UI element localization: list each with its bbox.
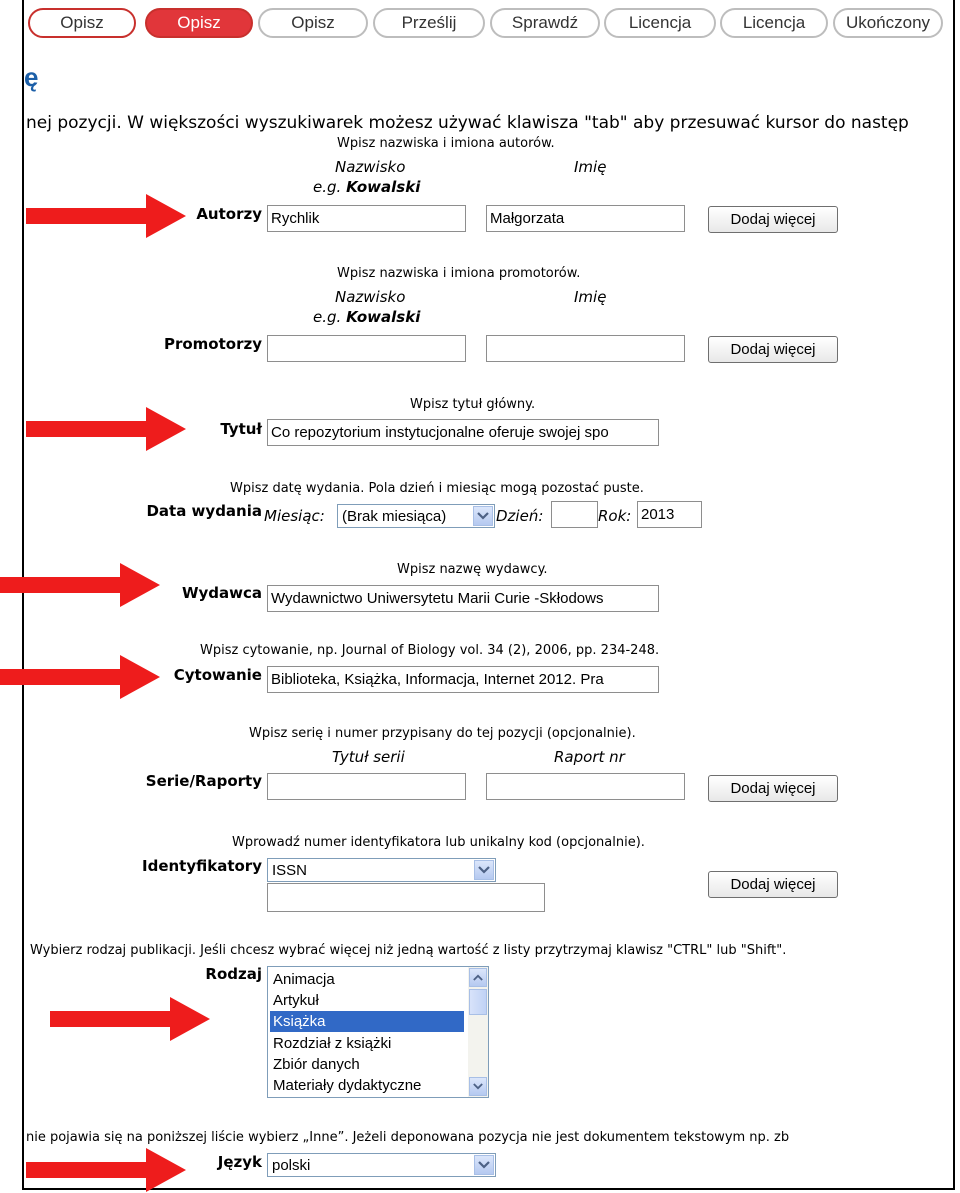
authors-name-label: Imię bbox=[574, 158, 607, 176]
authors-surname-input[interactable]: Rychlik bbox=[267, 205, 466, 232]
tab-label: Licencja bbox=[742, 13, 806, 32]
tab-label: Sprawdź bbox=[511, 13, 579, 32]
tab-complete[interactable] bbox=[833, 8, 943, 38]
promoters-example-name: Kowalski bbox=[346, 308, 421, 326]
promoters-instruction: Wpisz nazwiska i imiona promotorów. bbox=[337, 266, 581, 281]
scroll-thumb[interactable] bbox=[469, 989, 487, 1015]
authors-example-name: Kowalski bbox=[346, 178, 421, 196]
promoters-example-prefix: e.g. bbox=[313, 308, 342, 326]
type-label: Rodzaj bbox=[205, 965, 262, 983]
type-instruction: Wybierz rodzaj publikacji. Jeśli chcesz wybrać więcej niż jedną wartość z listy przytrzymaj klawisz "CTRL" lub "Shift". bbox=[30, 943, 787, 958]
tab-label: Opisz bbox=[177, 13, 221, 32]
arrow-right-icon bbox=[26, 1148, 186, 1192]
authors-label: Autorzy bbox=[196, 205, 262, 223]
tab-label: Licencja bbox=[628, 13, 692, 32]
report-number-input[interactable] bbox=[486, 773, 685, 800]
chevron-down-icon[interactable] bbox=[474, 860, 494, 880]
tab-describe-3[interactable] bbox=[258, 8, 368, 38]
tab-verify[interactable] bbox=[490, 8, 600, 38]
identifier-type-value: ISSN bbox=[272, 862, 308, 879]
intro-text: nej pozycji. W większości wyszukiwarek możesz używać klawisza "tab" aby przesuwać kursor do następ bbox=[26, 113, 909, 133]
date-label: Data wydania bbox=[146, 502, 262, 520]
tab-describe-1[interactable] bbox=[28, 8, 136, 38]
authors-surname-label: Nazwisko bbox=[335, 158, 406, 176]
series-label: Serie/Raporty bbox=[145, 772, 262, 790]
tab-describe-2[interactable] bbox=[145, 8, 253, 38]
page-heading: ę bbox=[24, 62, 39, 92]
month-label: Miesiąc: bbox=[264, 507, 325, 525]
list-item-selected[interactable]: Książka bbox=[270, 1011, 464, 1032]
month-select-value: (Brak miesiąca) bbox=[342, 508, 447, 525]
identifier-value-input[interactable] bbox=[267, 883, 545, 912]
arrow-right-icon bbox=[50, 997, 210, 1041]
list-item[interactable]: Artykuł bbox=[273, 992, 319, 1009]
list-item[interactable]: Rozdział z książki bbox=[273, 1035, 392, 1052]
year-label: Rok: bbox=[598, 507, 632, 525]
title-instruction: Wpisz tytuł główny. bbox=[410, 397, 536, 412]
tab-label: Opisz bbox=[291, 13, 335, 32]
series-title-input[interactable] bbox=[267, 773, 466, 800]
day-input[interactable] bbox=[551, 501, 598, 528]
arrow-right-icon bbox=[0, 655, 160, 699]
series-title-label: Tytuł serii bbox=[332, 748, 405, 766]
chevron-down-icon[interactable] bbox=[474, 1155, 494, 1175]
promoters-surname-label: Nazwisko bbox=[335, 288, 406, 306]
identifier-type-select[interactable] bbox=[267, 858, 496, 882]
tab-upload[interactable] bbox=[373, 8, 485, 38]
publisher-instruction: Wpisz nazwę wydawcy. bbox=[397, 562, 548, 577]
citation-instruction: Wpisz cytowanie, np. Journal of Biology vol. 34 (2), 2006, pp. 234-248. bbox=[200, 643, 660, 658]
month-select[interactable] bbox=[337, 504, 495, 528]
publisher-label: Wydawca bbox=[181, 584, 262, 602]
authors-add-more-button[interactable]: Dodaj więcej bbox=[708, 206, 838, 233]
series-instruction: Wpisz serię i numer przypisany do tej pozycji (opcjonalnie). bbox=[249, 726, 636, 741]
title-input[interactable]: Co repozytorium instytucjonalne oferuje swojej spo bbox=[267, 419, 659, 446]
publication-type-listbox[interactable] bbox=[267, 966, 489, 1098]
promoters-name-input[interactable] bbox=[486, 335, 685, 362]
promoters-add-more-button[interactable]: Dodaj więcej bbox=[708, 336, 838, 363]
identifiers-label: Identyfikatory bbox=[142, 857, 262, 875]
language-select-value: polski bbox=[272, 1157, 311, 1174]
series-add-more-button[interactable]: Dodaj więcej bbox=[708, 775, 838, 802]
date-instruction: Wpisz datę wydania. Pola dzień i miesiąc mogą pozostać puste. bbox=[230, 481, 644, 496]
identifiers-instruction: Wprowadź numer identyfikatora lub unikalny kod (opcjonalnie). bbox=[232, 835, 645, 850]
tab-label: Opisz bbox=[60, 13, 104, 32]
scroll-up-icon[interactable] bbox=[469, 968, 487, 987]
citation-label: Cytowanie bbox=[173, 666, 262, 684]
day-label: Dzień: bbox=[496, 507, 544, 525]
arrow-right-icon bbox=[26, 407, 186, 451]
promoters-name-label: Imię bbox=[574, 288, 607, 306]
list-item[interactable]: Zbiór danych bbox=[273, 1056, 360, 1073]
citation-input[interactable]: Biblioteka, Książka, Informacja, Internet 2012. Pra bbox=[267, 666, 659, 693]
tab-license-1[interactable] bbox=[604, 8, 716, 38]
publisher-input[interactable]: Wydawnictwo Uniwersytetu Marii Curie -Skłodows bbox=[267, 585, 659, 612]
list-item[interactable]: Materiały dydaktyczne bbox=[273, 1077, 422, 1094]
chevron-down-icon[interactable] bbox=[473, 506, 493, 526]
listbox-scrollbar[interactable] bbox=[468, 967, 488, 1097]
language-label: Język bbox=[217, 1153, 262, 1171]
scroll-down-icon[interactable] bbox=[469, 1077, 487, 1096]
promoters-label: Promotorzy bbox=[163, 335, 262, 353]
identifiers-add-more-button[interactable]: Dodaj więcej bbox=[708, 871, 838, 898]
year-input[interactable]: 2013 bbox=[637, 501, 702, 528]
authors-name-input[interactable]: Małgorzata bbox=[486, 205, 685, 232]
title-label: Tytuł bbox=[220, 420, 262, 438]
arrow-right-icon bbox=[0, 563, 160, 607]
promoters-surname-input[interactable] bbox=[267, 335, 466, 362]
language-instruction: nie pojawia się na poniższej liście wybierz „Inne”. Jeżeli deponowana pozycja nie jest dokumentem tekstowym np. zb bbox=[26, 1130, 790, 1145]
tab-label: Ukończony bbox=[845, 13, 931, 32]
report-number-label: Raport nr bbox=[554, 748, 625, 766]
tab-license-2[interactable] bbox=[720, 8, 828, 38]
list-item[interactable]: Animacja bbox=[273, 971, 335, 988]
tab-label: Prześlij bbox=[401, 13, 457, 32]
authors-example-prefix: e.g. bbox=[313, 178, 342, 196]
arrow-right-icon bbox=[26, 194, 186, 238]
authors-instruction: Wpisz nazwiska i imiona autorów. bbox=[337, 136, 555, 151]
language-select[interactable] bbox=[267, 1153, 496, 1177]
